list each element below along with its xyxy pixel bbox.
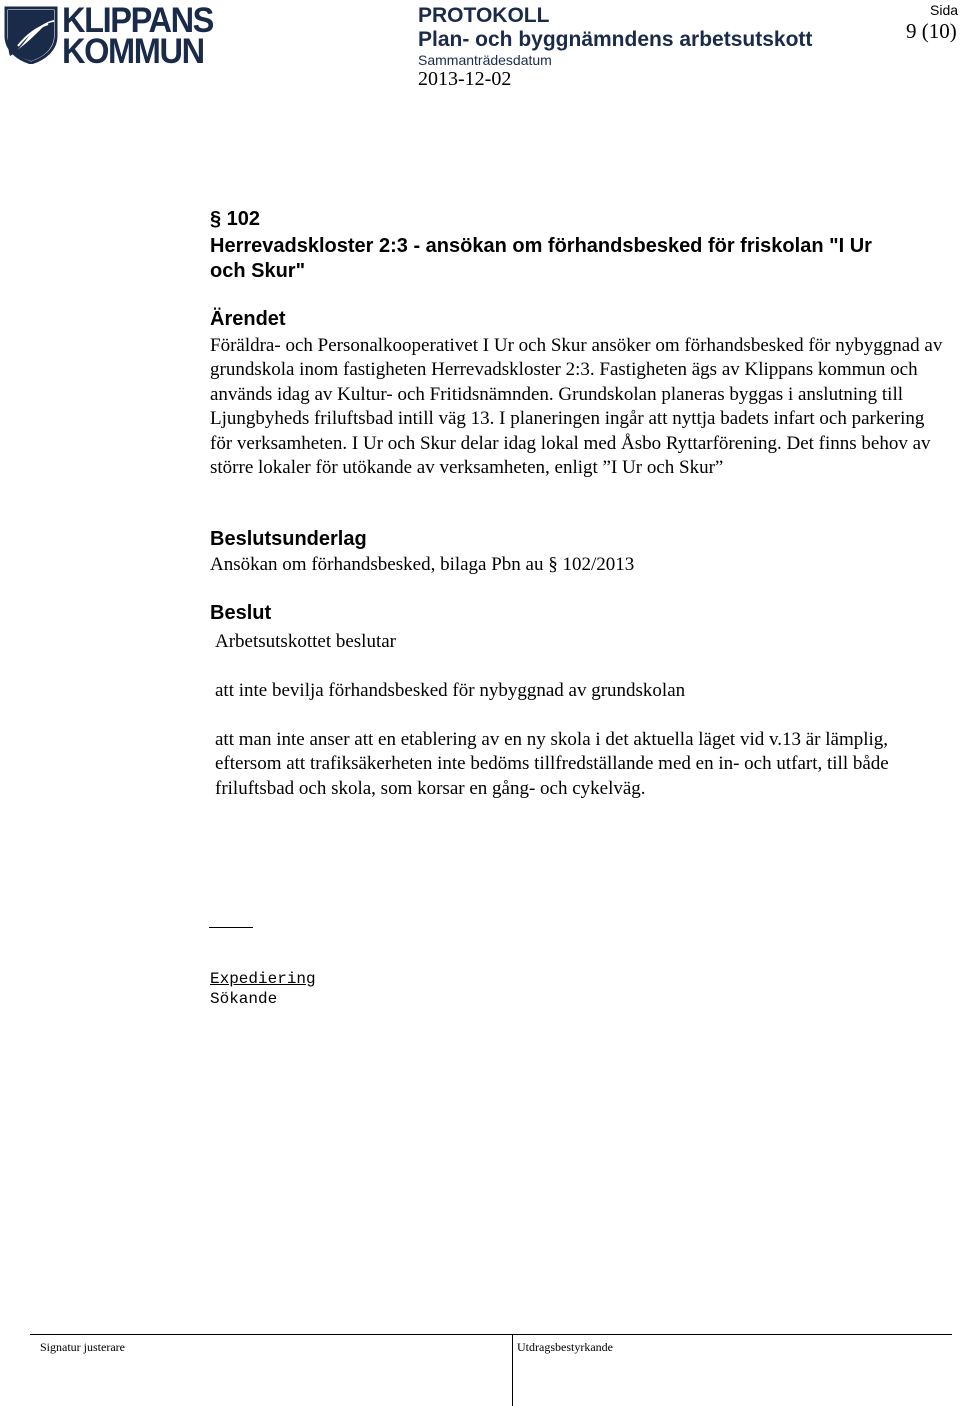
logo-text-line1: KLIPPANS — [62, 1, 214, 40]
meeting-date-label: Sammanträdesdatum — [418, 52, 552, 68]
basis-heading: Beslutsunderlag — [210, 528, 367, 550]
page-number: 9 (10) — [906, 19, 957, 43]
decision-item: att man inte anser att en etablering av en ny skola i det aktuella läget vid v.13 är lämplig, eftersom att trafiksäkerheten inte bedöms tillfredställande med en in- och utfart, till både friluftsbad och skola, som korsar en gång- och cykelväg. — [215, 729, 889, 799]
meeting-date: 2013-12-02 — [418, 68, 512, 90]
decision-intro: Arbetsutskottet beslutar — [215, 631, 396, 652]
dispatch-recipient: Sökande — [210, 990, 278, 1008]
errand-heading: Ärendet — [210, 308, 286, 330]
footer-column-divider — [512, 1334, 513, 1406]
decision-item: att inte bevilja förhandsbesked för nybyggnad av grundskolan — [215, 680, 686, 701]
signature-label: Signatur justerare — [40, 1340, 125, 1354]
extract-label: Utdragsbestyrkande — [517, 1340, 613, 1354]
decision-heading: Beslut — [210, 602, 272, 624]
committee-name: Plan- och byggnämndens arbetsutskott — [418, 28, 813, 51]
coat-of-arms-icon — [4, 6, 58, 64]
basis-text: Ansökan om förhandsbesked, bilaga Pbn au § 102/2013 — [210, 554, 635, 575]
municipality-logo — [4, 1, 216, 71]
footer-divider — [30, 1334, 952, 1335]
section-title: Herrevadskloster 2:3 - ansökan om förhandsbesked för friskolan "I Ur och Skur" — [210, 235, 872, 282]
logo-text-line2: KOMMUN — [62, 32, 204, 71]
page-label: Sida — [930, 2, 959, 18]
section-number: § 102 — [210, 208, 261, 230]
errand-text: Föräldra- och Personalkooperativet I Ur och Skur ansöker om förhandsbesked för nybyggnad av grundskola inom fastigheten Herrevadskloster 2:3. Fastigheten ägs av Klippans kommun och används idag av Kultur- och Fritidsnämnden. Grundskolan planeras byggas i anslutning till Ljungbyheds friluftsbad intill väg 13. I planeringen ingår att nyttja badets infart och parkering för verksamheten. I Ur och Skur delar idag lokal med Åsbo Ryttarförening. Det finns behov av större lokaler för utökande av verksamheten, enligt ”I Ur och Skur” — [210, 335, 943, 479]
document-type: PROTOKOLL — [418, 4, 550, 27]
dispatch-heading: Expediering — [210, 970, 316, 988]
divider — [209, 927, 253, 928]
